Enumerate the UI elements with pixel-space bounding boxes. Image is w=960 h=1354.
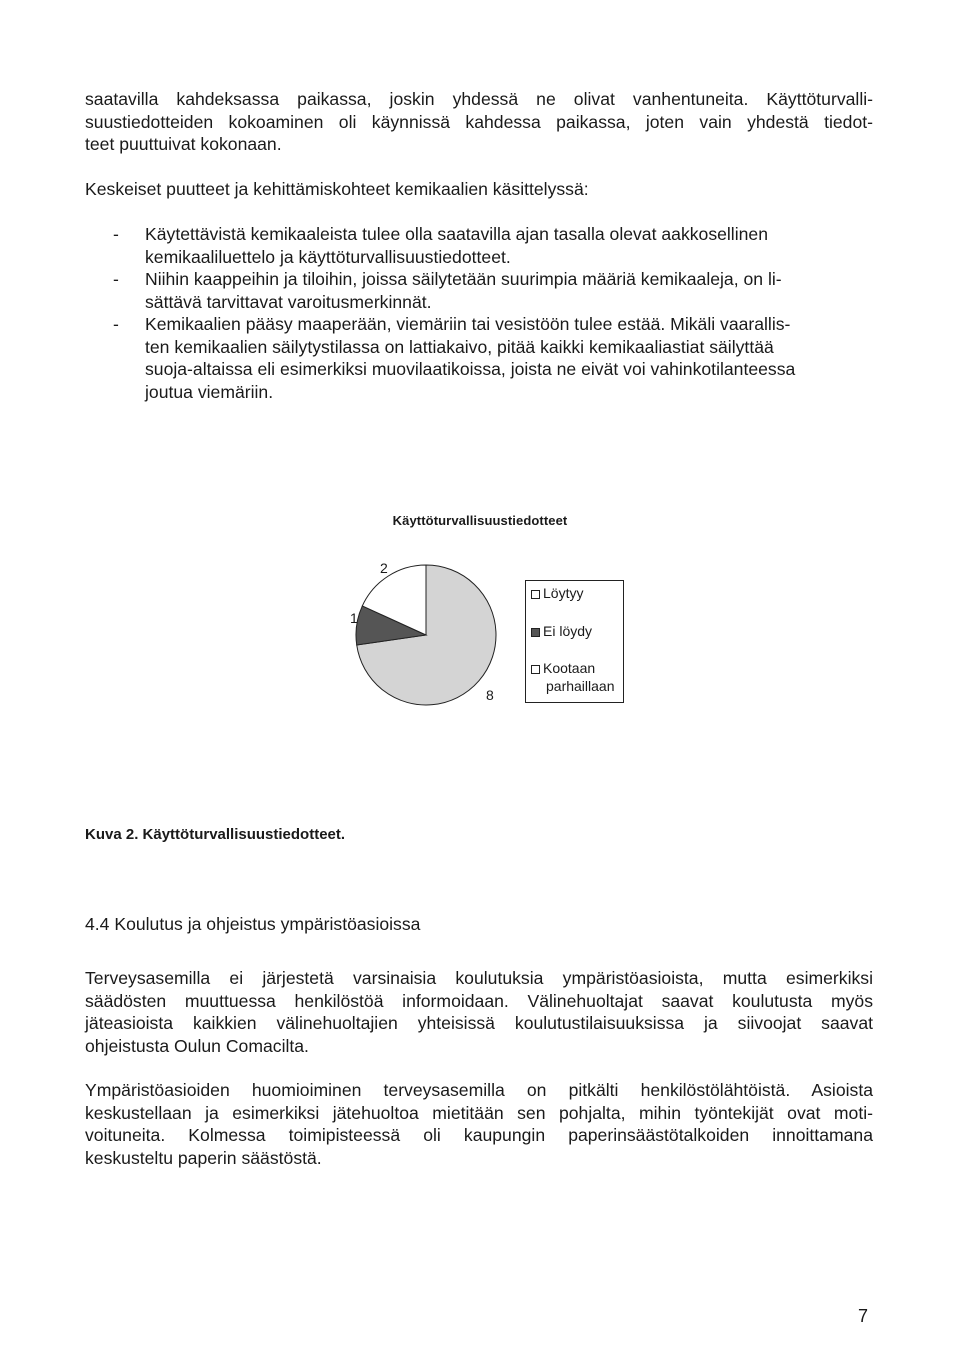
text-line: suustiedotteiden kokoaminen oli käynnissä kahdessa paikassa, joten vain yhdestä tiedot- <box>85 111 873 132</box>
legend-item-in-progress <box>531 659 595 677</box>
legend-label: Kootaan <box>543 660 596 676</box>
text-line: Niihin kaappeihin ja tiloihin, joissa säilytetään suurimpia määriä kemikaaleja, on li- <box>145 269 782 289</box>
text-line: suoja-altaissa eli esimerkiksi muovilaatikoissa, joista ne eivät voi vahinkotilanteessa <box>145 359 796 379</box>
paragraph-1 <box>85 88 873 156</box>
chart-title: Käyttöturvallisuustiedotteet <box>392 513 568 528</box>
legend-swatch <box>531 665 540 674</box>
text-line: säädösten muuttuessa henkilöstöä informoidaan. Välinehuoltajat saavat koulutusta myös <box>85 990 873 1011</box>
text-line: teet puuttuivat kokonaan. <box>85 134 282 154</box>
text-line: keskusteltu paperin säästöstä. <box>85 1147 322 1168</box>
legend-swatch <box>531 628 540 637</box>
legend-item-in-progress-line2 <box>546 677 615 695</box>
pie-data-label: 1 <box>350 610 358 626</box>
text-line: jäteasioista kaikkien välinehuoltajien yhteisissä koulutustilaisuuksissa ja siivoojat saavat <box>85 1013 873 1033</box>
text-line: Käytettävistä kemikaaleista tulee olla saatavilla ajan tasalla olevat aakkosellinen <box>145 224 768 244</box>
bullet-dash: - <box>113 314 119 334</box>
text-line: Kemikaalien pääsy maaperään, viemäriin tai vesistöön tulee estää. Mikäli vaarallis- <box>145 314 791 334</box>
pie-data-label: 8 <box>486 687 494 703</box>
text-line: joutua viemäriin. <box>145 381 274 402</box>
chart-legend <box>525 580 624 703</box>
legend-label: parhaillaan <box>546 678 615 694</box>
legend-swatch <box>531 590 540 599</box>
text-line: sättävä tarvittavat varoitusmerkinnät. <box>145 291 432 312</box>
text-line: ohjeistusta Oulun Comacilta. <box>85 1035 309 1056</box>
text-line: saatavilla kahdeksassa paikassa, joskin yhdessä ne olivat vanhentuneita. Käyttöturvalli- <box>85 89 873 109</box>
bullet-dash: - <box>113 224 119 244</box>
legend-item-found <box>531 584 583 602</box>
intro-line: Keskeiset puutteet ja kehittämiskohteet kemikaalien käsittelyssä: <box>85 179 589 199</box>
section-heading: 4.4 Koulutus ja ohjeistus ympäristöasioissa <box>85 914 421 934</box>
bullet-item <box>85 268 875 313</box>
legend-item-not-found <box>531 622 592 640</box>
text-line: keskustellaan ja esimerkiksi jätehuoltoa mietitään sen pohjalta, mihin työntekijät ovat moti- <box>85 1102 873 1123</box>
text-line: ten kemikaalien säilytystilassa on lattiakaivo, pitää kaikki kemikaaliastiat säilyttää <box>145 336 774 357</box>
paragraph-2 <box>85 967 873 1057</box>
legend-label: Ei löydy <box>543 623 593 639</box>
bullet-item <box>85 223 875 268</box>
bullet-list <box>85 223 875 403</box>
text-line: voituneita. Kolmessa toimipisteessä oli kaupungin paperinsäästötalkoiden innoittamana <box>85 1125 873 1145</box>
text-line: Terveysasemilla ei järjestetä varsinaisia koulutuksia ympäristöasioista, mutta esimerkiksi <box>85 968 873 988</box>
legend-label: Löytyy <box>543 585 584 601</box>
bullet-item <box>85 313 875 403</box>
figure-caption: Kuva 2. Käyttöturvallisuustiedotteet. <box>85 826 346 843</box>
paragraph-3 <box>85 1079 873 1169</box>
pie-data-label: 2 <box>380 560 388 576</box>
bullet-dash: - <box>113 269 119 289</box>
text-line: Ympäristöasioiden huomioiminen terveysasemilla on pitkälti henkilöstölähtöistä. Asioista <box>85 1080 873 1100</box>
page-number: 7 <box>858 1306 869 1326</box>
text-line: kemikaaliluettelo ja käyttöturvallisuustiedotteet. <box>145 246 511 267</box>
